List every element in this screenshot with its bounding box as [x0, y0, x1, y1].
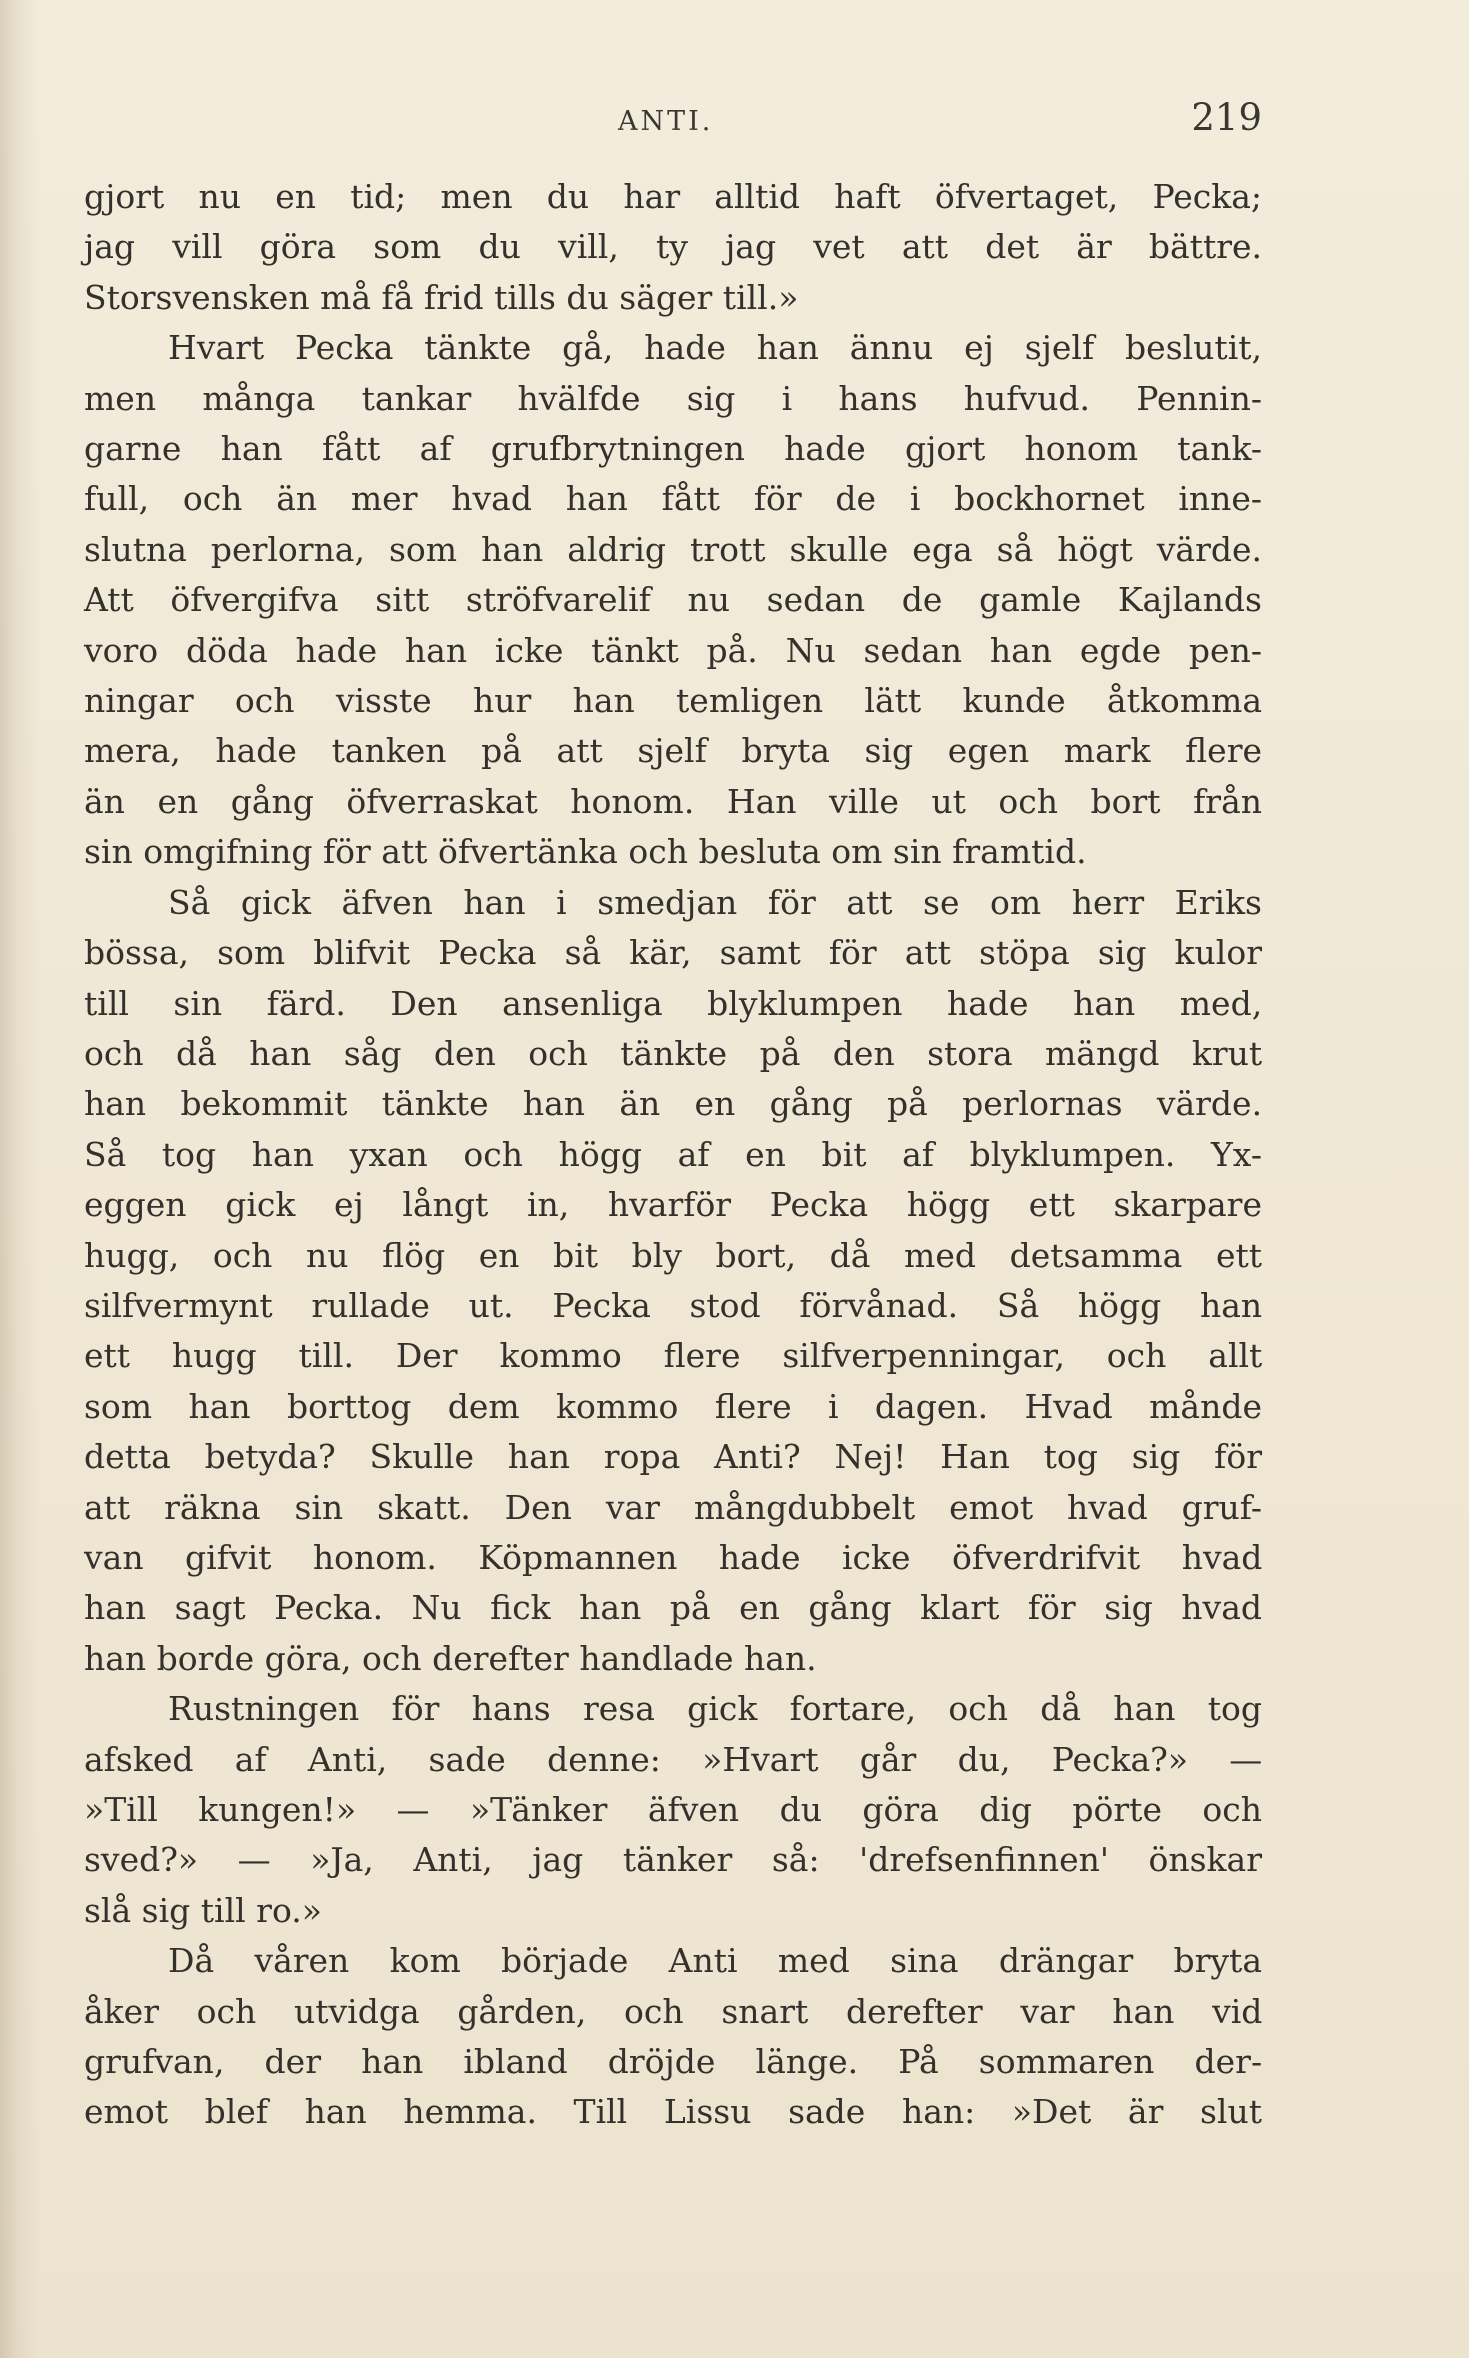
text-line: Så gick äfven han i smedjan för att se om herr Eriks [168, 882, 1262, 922]
text-line: mera, hade tanken på att sjelf bryta sig egen mark flere [84, 731, 1262, 771]
text-line: voro döda hade han icke tänkt på. Nu sedan han egde pen- [84, 630, 1262, 670]
text-line: eggen gick ej långt in, hvarför Pecka högg ett skarpare [84, 1185, 1262, 1225]
body-text [84, 172, 1262, 2138]
text-line: silfvermynt rullade ut. Pecka stod förvånad. Så högg han [84, 1285, 1263, 1325]
text-line: och då han såg den och tänkte på den stora mängd krut [84, 1033, 1263, 1073]
text-line: men många tankar hvälfde sig i hans hufvud. Pennin- [84, 378, 1262, 418]
paragraph [84, 323, 1262, 877]
text-line: full, och än mer hvad han fått för de i bockhornet inne- [84, 479, 1263, 519]
text-line: »Till kungen!» — »Tänker äfven du göra dig pörte och [84, 1790, 1262, 1829]
text-line: han sagt Pecka. Nu fick han på en gång klart för sig hvad [84, 1588, 1262, 1628]
text-line: Då våren kom började Anti med sina drängar bryta [168, 1941, 1262, 1981]
text-line: Storsvensken må få frid tills du säger till.» [84, 277, 799, 317]
paragraph [84, 1684, 1262, 1936]
text-line: gjort nu en tid; men du har alltid haft öfvertaget, Pecka; [84, 177, 1262, 216]
text-line: ett hugg till. Der kommo flere silfverpenningar, och allt [84, 1336, 1263, 1376]
text-line: än en gång öfverraskat honom. Han ville ut och bort från [84, 781, 1262, 821]
text-line: grufvan, der han ibland dröjde länge. På sommaren der- [84, 2042, 1263, 2082]
text-line: till sin färd. Den ansenliga blyklumpen hade han med, [84, 983, 1263, 1023]
text-line: han borde göra, och derefter handlade han. [84, 1638, 817, 1678]
paragraph [84, 172, 1262, 323]
text-line: Så tog han yxan och högg af en bit af blyklumpen. Yx- [84, 1134, 1262, 1174]
text-line: ningar och visste hur han temligen lätt kunde åtkomma [84, 681, 1262, 721]
text-line: han bekommit tänkte han än en gång på perlornas värde. [84, 1084, 1263, 1124]
text-line: slutna perlorna, som han aldrig trott skulle ega så högt värde. [84, 529, 1262, 569]
text-line: som han borttog dem kommo flere i dagen. Hvad månde [84, 1386, 1262, 1426]
text-line: hugg, och nu flög en bit bly bort, då med detsamma ett [84, 1235, 1262, 1275]
page-number: 219 [1191, 96, 1262, 139]
text-line: sved?» — »Ja, Anti, jag tänker så: 'drefsenfinnen' önskar [84, 1840, 1262, 1880]
text-line: afsked af Anti, sade denne: »Hvart går du, Pecka?» — [84, 1739, 1263, 1779]
text-line: åker och utvidga gården, och snart derefter var han vid [84, 1991, 1263, 2031]
text-line: garne han fått af grufbrytningen hade gjort honom tank- [84, 429, 1263, 469]
text-line: detta betyda? Skulle han ropa Anti? Nej! Han tog sig för [84, 1437, 1262, 1477]
text-line: bössa, som blifvit Pecka så kär, samt för att stöpa sig kulor [84, 933, 1262, 973]
text-line: Hvart Pecka tänkte gå, hade han ännu ej sjelf beslutit, [168, 328, 1262, 368]
text-line: att räkna sin skatt. Den var mångdubbelt emot hvad gruf- [84, 1487, 1262, 1527]
paragraph [84, 878, 1262, 1685]
text-line: jag vill göra som du vill, ty jag vet att det är bättre. [84, 227, 1262, 267]
text-line: Rustningen för hans resa gick fortare, och då han tog [168, 1689, 1262, 1729]
paragraph [84, 1936, 1262, 2138]
text-line: slå sig till ro.» [84, 1890, 322, 1930]
page-header [84, 96, 1262, 144]
text-line: emot blef han hemma. Till Lissu sade han: »Det är slut [84, 2092, 1262, 2132]
text-line: Att öfvergifva sitt ströfvarelif nu sedan de gamle Kajlands [84, 580, 1262, 620]
running-title: ANTI. [618, 106, 714, 137]
text-line: sin omgifning för att öfvertänka och besluta om sin framtid. [84, 832, 1087, 872]
text-line: van gifvit honom. Köpmannen hade icke öfverdrifvit hvad [84, 1537, 1263, 1577]
